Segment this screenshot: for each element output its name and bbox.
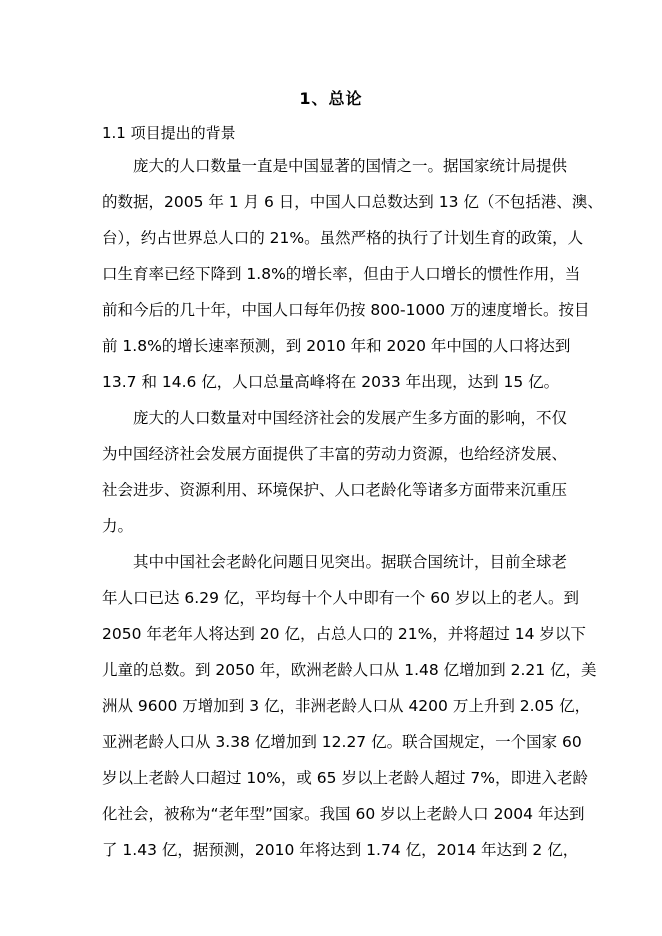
section-title: 1、总论 xyxy=(299,89,363,108)
paragraph-3-line-3: 2050 年老年人将达到 20 亿，占总人口的 21%，并将超过 14 岁以下 xyxy=(102,625,586,643)
paragraph-3-line-9: 了 1.43 亿，据预测，2010 年将达到 1.74 亿，2014 年达到 2 亿， xyxy=(102,841,579,859)
paragraph-1-line-7: 13.7 和 14.6 亿，人口总量高峰将在 2033 年出现，达到 15 亿。 xyxy=(102,373,560,391)
paragraph-3-line-2: 年人口已达 6.29 亿，平均每十个人中即有一个 60 岁以上的老人。到 xyxy=(102,589,579,607)
paragraph-2-line-2: 为中国经济社会发展方面提供了丰富的劳动力资源，也给经济发展、 xyxy=(102,445,568,463)
paragraph-2-line-4: 力。 xyxy=(102,517,134,535)
paragraph-1-line-1: 庞大的人口数量一直是中国显著的国情之一。据国家统计局提供 xyxy=(133,157,568,175)
paragraph-3-line-5: 洲从 9600 万增加到 3 亿，非洲老龄人口从 4200 万上升到 2.05 亿， xyxy=(102,697,591,715)
paragraph-3-line-7: 岁以上老龄人口超过 10%，或 65 岁以上老龄人超过 7%，即进入老龄 xyxy=(102,769,588,787)
paragraph-3-line-6: 亚洲老龄人口从 3.38 亿增加到 12.27 亿。联合国规定，一个国家 60 xyxy=(102,733,582,751)
paragraph-1-line-2: 的数据，2005 年 1 月 6 日，中国人口总数达到 13 亿（不包括港、澳、 xyxy=(102,193,603,211)
paragraph-1-line-5: 前和今后的几十年，中国人口每年仍按 800-1000 万的速度增长。按目 xyxy=(102,301,590,319)
paragraph-1-line-6: 前 1.8%的增长速率预测，到 2010 年和 2020 年中国的人口将达到 xyxy=(102,337,571,355)
paragraph-3-line-1: 其中中国社会老龄化问题日见突出。据联合国统计，目前全球老 xyxy=(133,553,568,571)
paragraph-1-line-3: 台），约占世界总人口的 21%。虽然严格的执行了计划生育的政策，人 xyxy=(102,229,584,247)
paragraph-2-line-3: 社会进步、资源利用、环境保护、人口老龄化等诸多方面带来沉重压 xyxy=(102,481,568,499)
paragraph-1-line-4: 口生育率已经下降到 1.8%的增长率，但由于人口增长的惯性作用，当 xyxy=(102,265,581,283)
paragraph-3-line-4: 儿童的总数。到 2050 年，欧洲老龄人口从 1.48 亿增加到 2.21 亿，美 xyxy=(102,661,597,679)
subsection-heading: 1.1 项目提出的背景 xyxy=(102,124,236,142)
paragraph-3-line-8: 化社会，被称为“老年型”国家。我国 60 岁以上老龄人口 2004 年达到 xyxy=(102,805,585,823)
paragraph-2-line-1: 庞大的人口数量对中国经济社会的发展产生多方面的影响，不仅 xyxy=(133,409,568,427)
